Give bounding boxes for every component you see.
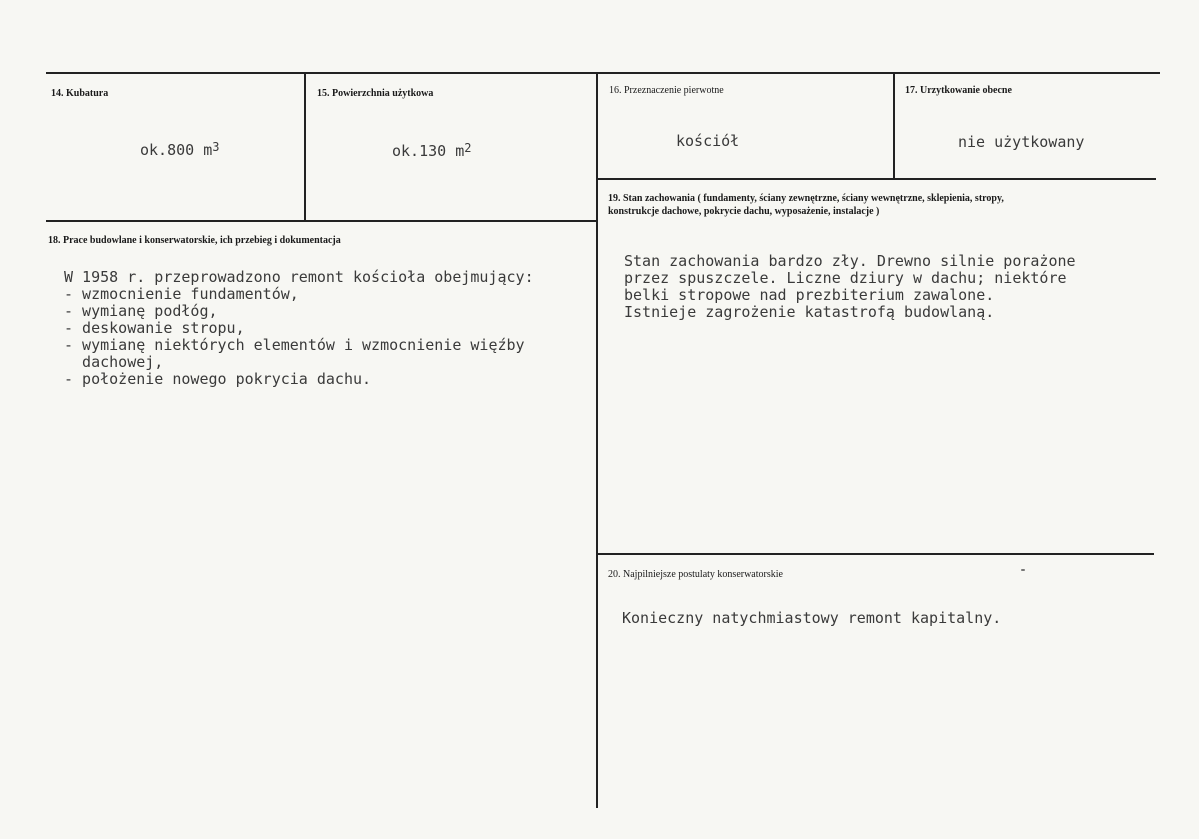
stan-label-line1: 19. Stan zachowania ( fundamenty, ściany zewnętrzne, ściany wewnętrzne, sklepienia, stropy,	[608, 193, 1004, 204]
prace-line: dachowej,	[64, 353, 164, 371]
stan-line: Stan zachowania bardzo zły. Drewno silnie porażone	[624, 252, 1076, 270]
divider-16-17	[893, 72, 895, 178]
prace-label: 18. Prace budowlane i konserwatorskie, ich przebieg i dokumentacja	[48, 235, 341, 246]
rule-under-16-17	[598, 178, 1156, 180]
kubatura-unit-exponent: 3	[212, 140, 220, 154]
prace-line: - położenie nowego pokrycia dachu.	[64, 370, 372, 388]
stan-text	[624, 253, 1076, 321]
postulaty-value: Konieczny natychmiastowy remont kapitalny.	[622, 609, 1002, 627]
stan-line: belki stropowe nad prezbiterium zawalone.	[624, 286, 995, 304]
kubatura-label: 14. Kubatura	[51, 88, 109, 99]
rule-above-20	[598, 553, 1154, 555]
uzytkowanie-value: nie użytkowany	[958, 133, 1085, 151]
postulaty-label: 20. Najpilniejsze postulaty konserwatorskie	[608, 569, 783, 580]
stan-label	[608, 192, 1004, 218]
stan-line: przez spuszczele. Liczne dziury w dachu; niektóre	[624, 269, 1067, 287]
prace-text	[64, 269, 534, 388]
paper-speck	[1021, 569, 1025, 571]
rule-under-14-15	[46, 220, 598, 222]
stan-label-line2: konstrukcje dachowe, pokrycie dachu, wyposażenie, instalacje )	[608, 206, 880, 217]
przeznaczenie-label: 16. Przeznaczenie pierwotne	[609, 85, 724, 96]
przeznaczenie-value: kościół	[676, 132, 740, 150]
uzytkowanie-label: 17. Urzytkowanie obecne	[905, 85, 1012, 96]
top-rule	[46, 72, 1160, 74]
prace-line: - wymianę podłóg,	[64, 302, 218, 320]
powierzchnia-label: 15. Powierzchnia użytkowa	[317, 88, 434, 99]
prace-line: - deskowanie stropu,	[64, 319, 245, 337]
stan-line: Istnieje zagrożenie katastrofą budowlaną.	[624, 303, 995, 321]
prace-line: - wymianę niektórych elementów i wzmocnienie więźby	[64, 336, 525, 354]
kubatura-value	[140, 142, 219, 160]
divider-14-15	[304, 72, 306, 220]
powierzchnia-value	[392, 143, 471, 161]
center-divider	[596, 72, 598, 808]
powierzchnia-value-text: ok.130 m	[392, 142, 465, 160]
kubatura-value-text: ok.800 m	[140, 141, 213, 159]
powierzchnia-unit-exponent: 2	[464, 141, 472, 155]
prace-line: W 1958 r. przeprowadzono remont kościoła obejmujący:	[64, 268, 534, 286]
prace-line: - wzmocnienie fundamentów,	[64, 285, 299, 303]
